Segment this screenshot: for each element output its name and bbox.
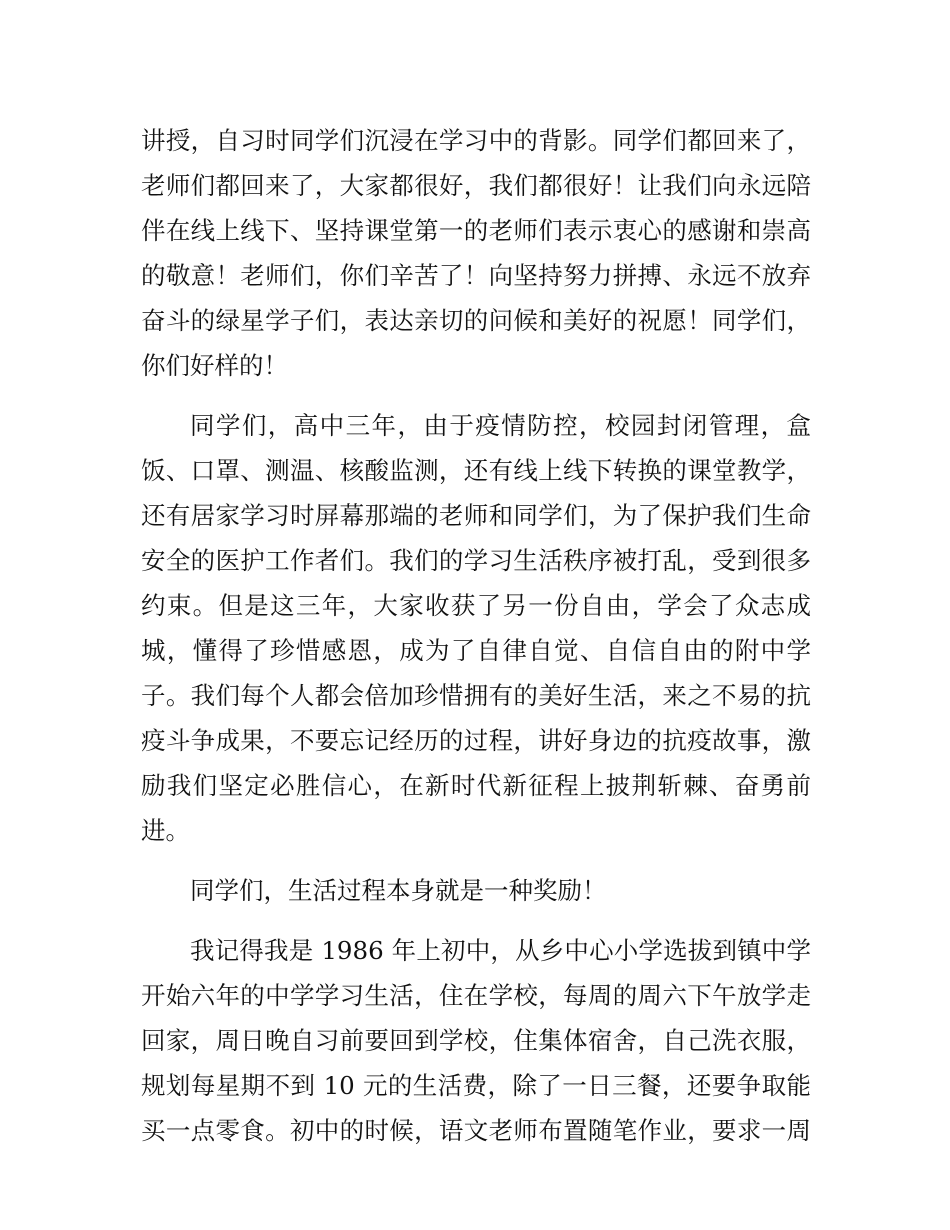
text-line: 子。我们每个人都会倍加珍惜拥有的美好生活，来之不易的抗 [141,681,811,710]
text-line: 的敬意！老师们，你们辛苦了！向坚持努力拼搏、永远不放弃 [141,261,811,290]
text-line: 我记得我是 1986 年上初中，从乡中心小学选拔到镇中学 [190,936,811,965]
text-line: 奋斗的绿星学子们，表达亲切的问候和美好的祝愿！同学们， [141,306,811,335]
text-line: 进。 [141,816,190,845]
text-line: 还有居家学习时屏幕那端的老师和同学们，为了保护我们生命 [141,501,811,530]
paragraph-3 [141,868,811,913]
text-line: 安全的医护工作者们。我们的学习生活秩序被打乱，受到很多 [141,546,811,575]
text-line: 你们好样的！ [141,351,288,380]
text-line: 老师们都回来了，大家都很好，我们都很好！让我们向永远陪 [141,171,811,200]
paragraph-spacer [141,388,811,403]
text-line: 励我们坚定必胜信心，在新时代新征程上披荆斩棘、奋勇前 [141,771,811,800]
paragraph-spacer [141,853,811,868]
text-line: 约束。但是这三年，大家收获了另一份自由，学会了众志成 [141,591,811,620]
text-line: 饭、口罩、测温、核酸监测，还有线上线下转换的课堂教学， [141,456,811,485]
text-line: 城，懂得了珍惜感恩，成为了自律自觉、自信自由的附中学 [141,636,811,665]
text-line: 买一点零食。初中的时候，语文老师布置随笔作业，要求一周 [141,1116,811,1145]
text-line: 规划每星期不到 10 元的生活费，除了一日三餐，还要争取能 [141,1071,811,1100]
text-line: 伴在线上线下、坚持课堂第一的老师们表示衷心的感谢和崇高 [141,216,811,245]
paragraph-2 [141,403,811,853]
paragraph-spacer [141,913,811,928]
text-line: 开始六年的中学学习生活，住在学校，每周的周六下午放学走 [141,981,811,1010]
text-line: 同学们，生活过程本身就是一种奖励！ [190,876,607,905]
document-body [141,118,811,1153]
text-line: 回家，周日晚自习前要回到学校，住集体宿舍，自己洗衣服， [141,1026,811,1055]
paragraph-1 [141,118,811,388]
paragraph-4 [141,928,811,1153]
text-line: 讲授，自习时同学们沉浸在学习中的背影。同学们都回来了， [141,126,811,155]
text-line: 同学们，高中三年，由于疫情防控，校园封闭管理，盒 [190,411,811,440]
text-line: 疫斗争成果，不要忘记经历的过程，讲好身边的抗疫故事，激 [141,726,811,755]
